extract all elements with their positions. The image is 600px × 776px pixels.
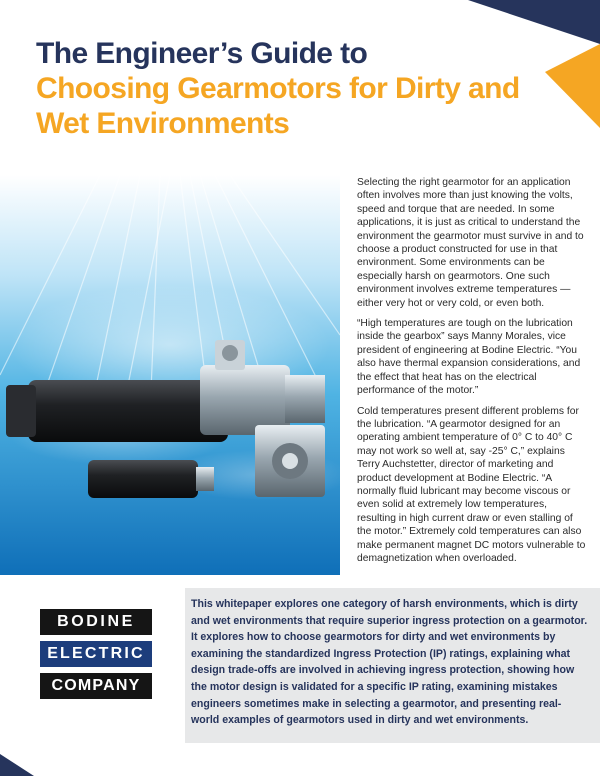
logo-line-3: COMPANY [40,673,152,699]
title-line-1: The Engineer’s Guide to [36,37,368,70]
title-line-2: Choosing Gearmotors for Dirty and [36,72,520,105]
body-paragraph: “High temperatures are tough on the lubrication inside the gearbox” says Manny Morales, vice president of engineering at Bodine Electric. “You also have thermal expansion considerations, and the effect that heat has on the electrical performance of the motor.” [357,318,581,397]
body-paragraph: Cold temperatures present different problems for the lubrication. “A gearmotor designed for an operating ambient temperature of 0° C to 40° C may not work so well at, say -25° C,” explains Terry Auchstetter, director of marketing and product development at Bodine Electric. “A normally fluid lubricant may become viscous or even solid at extremely low temperatures, resulting in high current draw or even stalling of the motor.” Extremely cold temperatures can also make permanent magnet DC motors vulnerable to demagnetization when overloaded. [357,405,586,564]
summary-text: This whitepaper explores one category of harsh environments, which is dirty and wet environments that require superior ingress protection on a gearmotor. It explores how to choose gearmotors for dirty and wet environments by examining the standardized Ingress Protection (IP) ratings, explaining what design trade-offs are involved in achieving ingress protection, showing how the motor design is validated for a specific IP rating, examining mistakes engineers sometimes make in selecting a gearmotor, and presenting real-world examples of gearmotors used in dirty and wet environments. [191,598,588,727]
logo-line-1: BODINE [40,609,152,635]
summary-box [185,588,600,743]
gearmotor-photo [0,175,340,575]
bottom-corner-accent [0,746,40,776]
page-title [36,36,576,141]
logo-line-2: ELECTRIC [40,641,152,667]
body-paragraph: Selecting the right gearmotor for an application often involves more than just knowing the volts, speed and torque that are needed. In some applications, it is just as critical to understand the environment the gearmotor must survive in and to choose a product constructed for use in that environment. Some environments can be especially harsh on gearmotors. One such environment involves extreme temperatures — either very hot or very cold, or even both. [357,177,584,309]
title-line-3: Wet Environments [36,107,290,140]
body-text [357,176,587,572]
